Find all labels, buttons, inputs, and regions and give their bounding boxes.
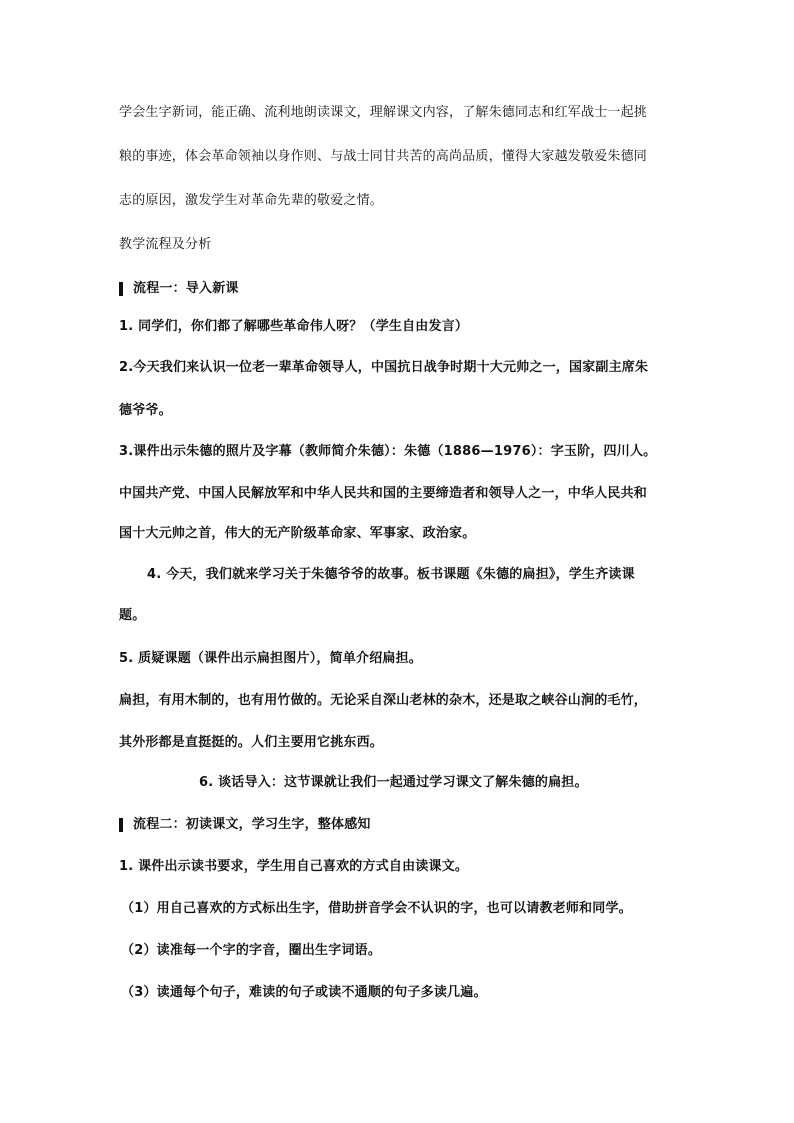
goal-text-line-1: 学会生字新词，能正确、流利地朗读课文，理解课文内容，了解朱德同志和红军战士一起挑 (119, 105, 648, 120)
flow-1-item-3-line-3: 国十大元帅之首，伟大的无产阶级革命家、军事家、政治家。 (119, 526, 476, 541)
flow-1-item-3-line-2: 中国共产党、中国人民解放军和中华人民共和国的主要缔造者和领导人之一，中华人民共和 (119, 486, 648, 501)
heading-bar-icon (119, 818, 123, 832)
heading-bar-icon (119, 282, 123, 296)
flow-2-sub-item-3: （3）读通每个句子，难读的句子或读不通顺的句子多读几遍。 (121, 985, 487, 1000)
flow-1-heading (119, 279, 239, 299)
flow-1-title: 流程一：导入新课 (133, 281, 239, 296)
goal-text-line-3: 志的原因，激发学生对革命先辈的敬爱之情。 (119, 193, 384, 208)
flow-1-item-2-line-2: 德爷爷。 (119, 403, 172, 418)
flow-2-item-1: 1. 课件出示读书要求，学生用自己喜欢的方式自由读课文。 (119, 859, 469, 874)
flow-2-heading (119, 815, 371, 835)
flow-1-item-1: 1. 同学们，你们都了解哪些革命伟人呀？（学生自由发言） (119, 319, 469, 334)
flow-1-item-2-line-1: 2.今天我们来认识一位老一辈革命领导人，中国抗日战争时期十大元帅之一，国家副主席朱 (119, 360, 649, 375)
flow-1-item-4-line-2: 题。 (119, 608, 146, 623)
goal-text-line-2: 粮的事迹，体会革命领袖以身作则、与战士同甘共苦的高尚品质，懂得大家越发敬爱朱德同 (119, 149, 648, 164)
flow-1-item-5: 5. 质疑课题（课件出示扁担图片），简单介绍扁担。 (119, 651, 423, 666)
flow-2-sub-item-2: （2）读准每一个字的字音，圈出生字词语。 (121, 943, 382, 958)
flow-2-sub-item-1: （1）用自己喜欢的方式标出生字，借助拼音学会不认识的字，也可以请教老师和同学。 (121, 901, 632, 916)
flow-2-title: 流程二：初读课文，学习生字，整体感知 (133, 817, 371, 832)
flow-1-item-5-detail-line-1: 扁担，有用木制的，也有用竹做的。无论采自深山老林的杂木，还是取之峡谷山涧的毛竹， (119, 693, 648, 708)
flow-1-item-6: 6. 谈话导入：这节课就让我们一起通过学习课文了解朱德的扁担。 (199, 775, 588, 790)
flow-1-item-4-line-1: 4. 今天，我们就来学习关于朱德爷爷的故事。板书课题《朱德的扁担》，学生齐读课 (147, 567, 635, 582)
flow-1-item-5-detail-line-2: 其外形都是直挺挺的。人们主要用它挑东西。 (119, 735, 384, 750)
flow-1-item-3-line-1: 3.课件出示朱德的照片及字幕（教师简介朱德）：朱德（1886—1976）：字玉阶，四川人。 (119, 444, 657, 459)
section-heading: 教学流程及分析 (119, 237, 212, 252)
